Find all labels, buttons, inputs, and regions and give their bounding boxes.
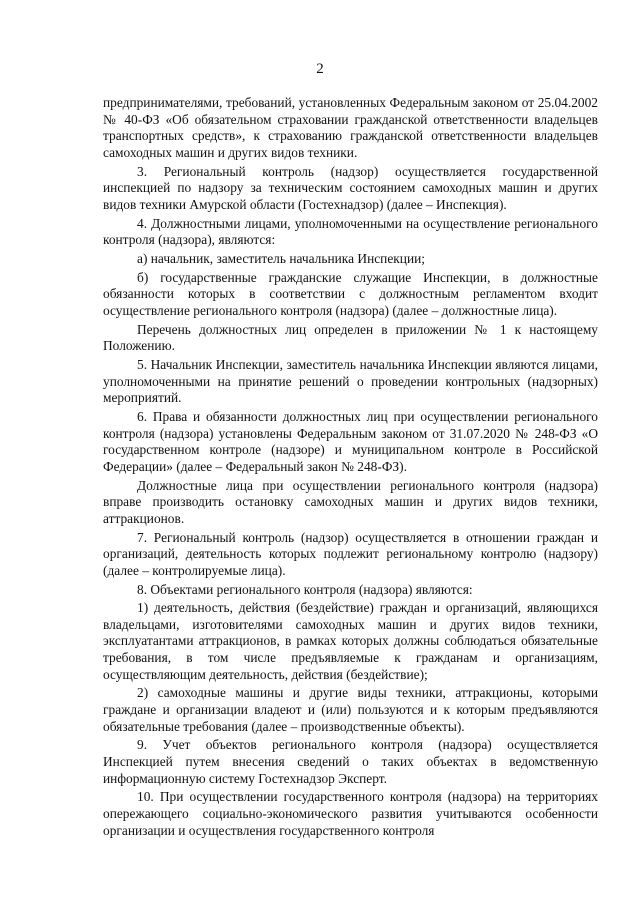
page-number: 2 [316,61,324,77]
paragraph-item-8: 8. Объектами регионального контроля (надзора) являются: [137,581,473,597]
paragraph-item-6: 6. Права и обязанности должностных лиц при осуществлении регионального контроля (надзора) установлены Федеральным законом от 31.07.2020 № 248-ФЗ «О государственном контроле (надзоре) и муниципальном контроле в Российской Федерации» (далее – Федеральный закон № 248-ФЗ). [103,409,598,474]
document-body [103,95,598,841]
paragraph-item-6-rights: Должностные лица при осуществлении регионального контроля (надзора) вправе производить остановку самоходных машин и других видов техники, аттракционов. [103,477,598,526]
paragraph-item-7: 7. Региональный контроль (надзор) осуществляется в отношении граждан и организаций, деятельность которых подлежит региональному контролю (надзору) (далее – контролируемые лица). [103,529,598,578]
paragraph-officials-list: Перечень должностных лиц определен в приложении № 1 к настоящему Положению. [103,321,598,354]
paragraph-item-10: 10. При осуществлении государственного контроля (надзора) на территориях опережающего социально-экономического развития учитываются особенности организации и осуществления государственного контроля [103,789,598,838]
paragraph-item-4a: а) начальник, заместитель начальника Инспекции; [137,250,426,266]
paragraph-item-3: 3. Региональный контроль (надзор) осуществляется государственной инспекцией по надзору за техническим состоянием самоходных машин и других видов техники Амурской области (Гостехнадзор) (далее – Инспекция). [103,163,598,212]
paragraph-continuation: предпринимателями, требований, установленных Федеральным законом от 25.04.2002 № 40-ФЗ «Об обязательном страховании гражданской ответственности владельцев транспортных средств», к страхованию гражданской ответственности владельцев самоходных машин и других видов техники. [103,95,598,160]
paragraph-item-4: 4. Должностными лицами, уполномоченными на осуществление регионального контроля (надзора), являются: [103,215,598,248]
paragraph-item-9: 9. Учет объектов регионального контроля (надзора) осуществляется Инспекцией путем внесения сведений о таких объектах в ведомственную информационную систему Гостехнадзор Эксперт. [103,737,598,786]
paragraph-item-5: 5. Начальник Инспекции, заместитель начальника Инспекции являются лицами, уполномоченными на принятие решений о проведении контрольных (надзорных) мероприятий. [103,357,598,406]
paragraph-item-8-2: 2) самоходные машины и другие виды техники, аттракционы, которыми граждане и организации владеют и (или) пользуются и к которым предъявляются обязательные требования (далее – производственные объекты). [103,685,598,734]
paragraph-item-8-1: 1) деятельность, действия (бездействие) граждан и организаций, являющихся владельцами, изготовителями самоходных машин и других видов техники, эксплуатантами аттракционов, в рамках которых должны соблюдаться обязательные требования, в том числе предъявляемые к гражданам и организациям, осуществляющим деятельность, действия (бездействие); [103,600,598,682]
paragraph-item-4b: б) государственные гражданские служащие Инспекции, в должностные обязанности которых в соответствии с должностным регламентом входит осуществление регионального контроля (надзора) (далее – должностные лица). [103,269,598,318]
